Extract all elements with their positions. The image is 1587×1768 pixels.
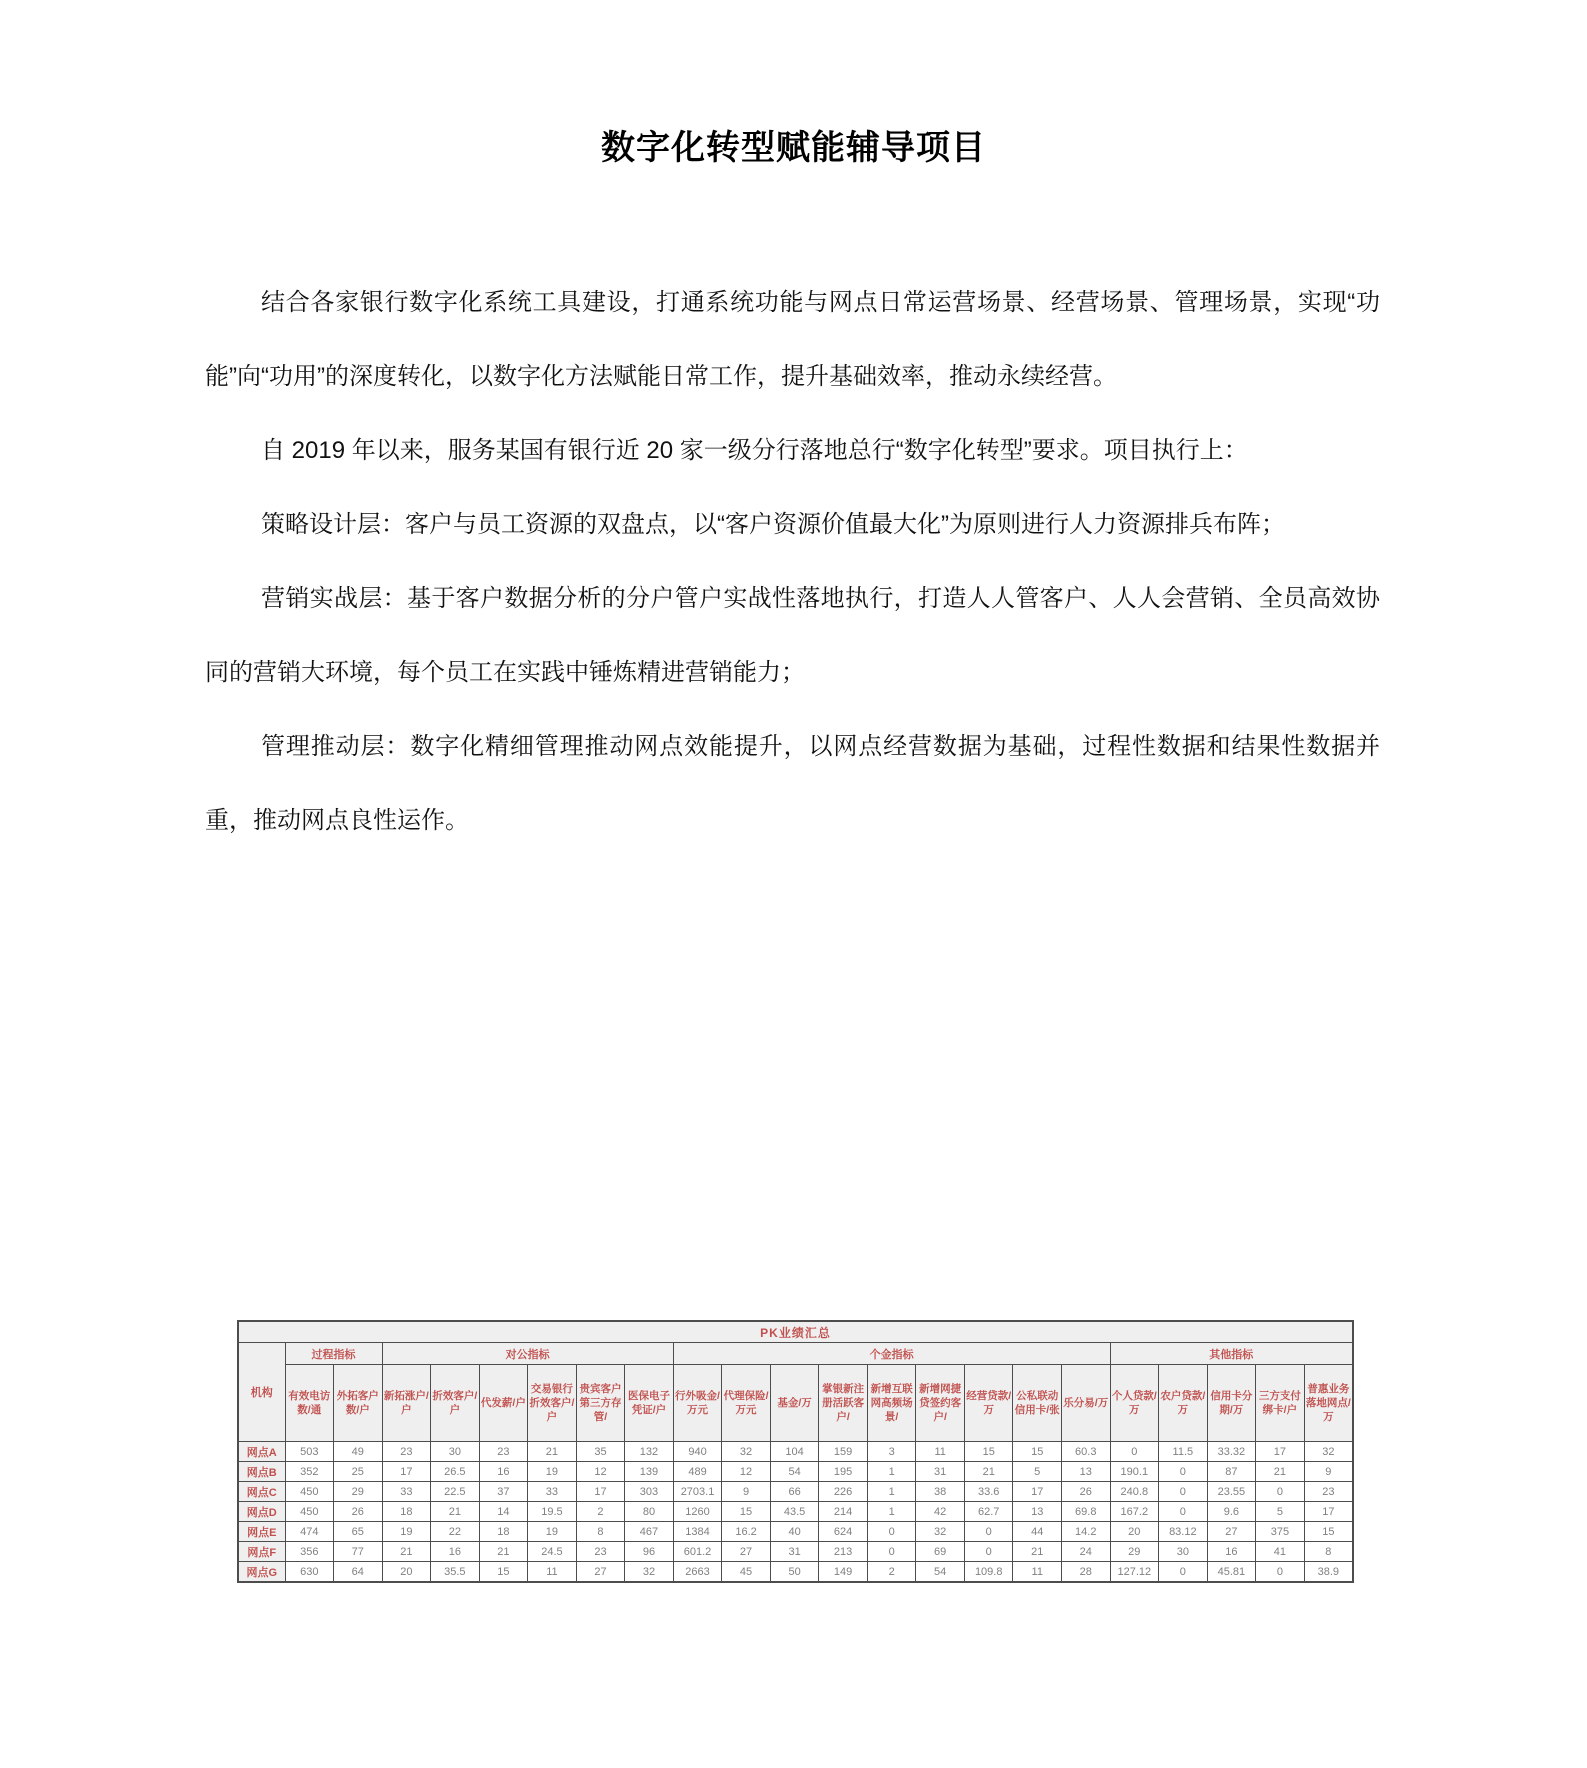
- value-cell: 167.2: [1110, 1502, 1159, 1522]
- value-cell: 14.2: [1062, 1522, 1111, 1542]
- value-cell: 27: [722, 1542, 771, 1562]
- value-cell: 21: [382, 1542, 431, 1562]
- column-header: 公私联动信用卡/张: [1013, 1365, 1062, 1442]
- column-header: 行外吸金/万元: [673, 1365, 722, 1442]
- value-cell: 26.5: [431, 1462, 480, 1482]
- column-header: 新增网捷贷签约客户/: [916, 1365, 965, 1442]
- value-cell: 109.8: [964, 1562, 1013, 1583]
- value-cell: 83.12: [1159, 1522, 1208, 1542]
- value-cell: 19: [382, 1522, 431, 1542]
- value-cell: 41: [1256, 1542, 1305, 1562]
- value-cell: 62.7: [964, 1502, 1013, 1522]
- value-cell: 21: [964, 1462, 1013, 1482]
- value-cell: 27: [576, 1562, 625, 1583]
- value-cell: 11.5: [1159, 1442, 1208, 1462]
- paragraph-intro: 结合各家银行数字化系统工具建设，打通系统功能与网点日常运营场景、经营场景、管理场景，实现“功能”向“功用”的深度转化，以数字化方法赋能日常工作，提升基础效率，推动永续经营。: [205, 289, 1380, 390]
- value-cell: 65: [334, 1522, 383, 1542]
- value-cell: 5: [1256, 1502, 1305, 1522]
- value-cell: 69.8: [1062, 1502, 1111, 1522]
- column-header: 普惠业务落地网点/万: [1304, 1365, 1353, 1442]
- value-cell: 23: [479, 1442, 528, 1462]
- value-cell: 28: [1062, 1562, 1111, 1583]
- value-cell: 66: [770, 1482, 819, 1502]
- value-cell: 940: [673, 1442, 722, 1462]
- value-cell: 159: [819, 1442, 868, 1462]
- value-cell: 0: [1159, 1562, 1208, 1583]
- column-header: 交易银行折效客户/户: [528, 1365, 577, 1442]
- value-cell: 40: [770, 1522, 819, 1542]
- value-cell: 60.3: [1062, 1442, 1111, 1462]
- value-cell: 15: [964, 1442, 1013, 1462]
- value-cell: 80: [625, 1502, 674, 1522]
- value-cell: 15: [1013, 1442, 1062, 1462]
- value-cell: 11: [1013, 1562, 1062, 1583]
- value-cell: 33.32: [1207, 1442, 1256, 1462]
- value-cell: 213: [819, 1542, 868, 1562]
- value-cell: 30: [431, 1442, 480, 1462]
- value-cell: 19.5: [528, 1502, 577, 1522]
- value-cell: 21: [528, 1442, 577, 1462]
- column-header: 折效客户/户: [431, 1365, 480, 1442]
- paragraph-since-2019: 自 2019 年以来，服务某国有银行近 20 家一级分行落地总行“数字化转型”要求。项目执行上：: [261, 437, 1248, 464]
- value-cell: 503: [285, 1442, 334, 1462]
- value-cell: 474: [285, 1522, 334, 1542]
- value-cell: 31: [916, 1462, 965, 1482]
- value-cell: 18: [382, 1502, 431, 1522]
- table-title-row: [238, 1321, 1353, 1343]
- table-row: [238, 1482, 1353, 1502]
- column-header: 信用卡分期/万: [1207, 1365, 1256, 1442]
- column-header: 基金/万: [770, 1365, 819, 1442]
- value-cell: 32: [1304, 1442, 1353, 1462]
- value-cell: 23: [1304, 1482, 1353, 1502]
- value-cell: 64: [334, 1562, 383, 1583]
- value-cell: 17: [576, 1482, 625, 1502]
- value-cell: 26: [1062, 1482, 1111, 1502]
- value-cell: 20: [382, 1562, 431, 1583]
- value-cell: 42: [916, 1502, 965, 1522]
- column-header: 经营贷款/万: [964, 1365, 1013, 1442]
- document-title: 数字化转型赋能辅导项目: [601, 129, 986, 167]
- value-cell: 43.5: [770, 1502, 819, 1522]
- column-header: 个人贷款/万: [1110, 1365, 1159, 1442]
- value-cell: 624: [819, 1522, 868, 1542]
- pk-performance-table: [237, 1320, 1354, 1583]
- value-cell: 24.5: [528, 1542, 577, 1562]
- value-cell: 0: [964, 1522, 1013, 1542]
- value-cell: 69: [916, 1542, 965, 1562]
- value-cell: 29: [334, 1482, 383, 1502]
- value-cell: 23: [382, 1442, 431, 1462]
- value-cell: 489: [673, 1462, 722, 1482]
- group-header: 其他指标: [1110, 1343, 1353, 1365]
- org-cell: 网点B: [238, 1462, 285, 1482]
- value-cell: 33: [528, 1482, 577, 1502]
- value-cell: 0: [867, 1522, 916, 1542]
- value-cell: 0: [1256, 1482, 1305, 1502]
- paragraph-marketing-layer: 营销实战层：基于客户数据分析的分户管户实战性落地执行，打造人人管客户、人人会营销、全员高效协同的营销大环境，每个员工在实践中锤炼精进营销能力；: [205, 585, 1380, 686]
- value-cell: 31: [770, 1542, 819, 1562]
- value-cell: 16: [479, 1462, 528, 1482]
- value-cell: 54: [916, 1562, 965, 1583]
- value-cell: 29: [1110, 1542, 1159, 1562]
- value-cell: 5: [1013, 1462, 1062, 1482]
- org-cell: 网点E: [238, 1522, 285, 1542]
- value-cell: 17: [1304, 1502, 1353, 1522]
- group-header: 个金指标: [673, 1343, 1110, 1365]
- value-cell: 0: [867, 1542, 916, 1562]
- value-cell: 12: [722, 1462, 771, 1482]
- value-cell: 1: [867, 1502, 916, 1522]
- value-cell: 127.12: [1110, 1562, 1159, 1583]
- value-cell: 20: [1110, 1522, 1159, 1542]
- value-cell: 2663: [673, 1562, 722, 1583]
- column-header: 乐分易/万: [1062, 1365, 1111, 1442]
- value-cell: 0: [1159, 1502, 1208, 1522]
- value-cell: 26: [334, 1502, 383, 1522]
- column-header-row: [238, 1365, 1353, 1442]
- value-cell: 12: [576, 1462, 625, 1482]
- value-cell: 33.6: [964, 1482, 1013, 1502]
- column-header: 代发薪/户: [479, 1365, 528, 1442]
- column-header: 三方支付绑卡/户: [1256, 1365, 1305, 1442]
- value-cell: 132: [625, 1442, 674, 1462]
- value-cell: 50: [770, 1562, 819, 1583]
- value-cell: 375: [1256, 1522, 1305, 1542]
- value-cell: 30: [1159, 1542, 1208, 1562]
- value-cell: 601.2: [673, 1542, 722, 1562]
- value-cell: 87: [1207, 1462, 1256, 1482]
- value-cell: 9.6: [1207, 1502, 1256, 1522]
- value-cell: 45.81: [1207, 1562, 1256, 1583]
- value-cell: 356: [285, 1542, 334, 1562]
- org-cell: 网点C: [238, 1482, 285, 1502]
- value-cell: 240.8: [1110, 1482, 1159, 1502]
- value-cell: 35: [576, 1442, 625, 1462]
- column-header: 新拓涨户/户: [382, 1365, 431, 1442]
- column-header: 掌银新注册活跃客户/: [819, 1365, 868, 1442]
- value-cell: 450: [285, 1502, 334, 1522]
- value-cell: 49: [334, 1442, 383, 1462]
- value-cell: 0: [1256, 1562, 1305, 1583]
- paragraph-strategy-layer: 策略设计层：客户与员工资源的双盘点，以“客户资源价值最大化”为原则进行人力资源排兵布阵；: [261, 511, 1285, 538]
- value-cell: 19: [528, 1522, 577, 1542]
- value-cell: 0: [1110, 1442, 1159, 1462]
- value-cell: 149: [819, 1562, 868, 1583]
- value-cell: 11: [916, 1442, 965, 1462]
- value-cell: 15: [479, 1562, 528, 1583]
- value-cell: 24: [1062, 1542, 1111, 1562]
- value-cell: 44: [1013, 1522, 1062, 1542]
- value-cell: 23: [576, 1542, 625, 1562]
- org-cell: 网点D: [238, 1502, 285, 1522]
- value-cell: 0: [1159, 1482, 1208, 1502]
- value-cell: 21: [1256, 1462, 1305, 1482]
- value-cell: 1260: [673, 1502, 722, 1522]
- value-cell: 17: [1256, 1442, 1305, 1462]
- column-header: 贵宾客户第三方存管/: [576, 1365, 625, 1442]
- value-cell: 11: [528, 1562, 577, 1583]
- value-cell: 2703.1: [673, 1482, 722, 1502]
- value-cell: 139: [625, 1462, 674, 1482]
- value-cell: 22: [431, 1522, 480, 1542]
- value-cell: 1: [867, 1462, 916, 1482]
- org-cell: 网点A: [238, 1442, 285, 1462]
- value-cell: 195: [819, 1462, 868, 1482]
- value-cell: 27: [1207, 1522, 1256, 1542]
- value-cell: 0: [964, 1542, 1013, 1562]
- value-cell: 630: [285, 1562, 334, 1583]
- value-cell: 96: [625, 1542, 674, 1562]
- value-cell: 19: [528, 1462, 577, 1482]
- org-cell: 网点F: [238, 1542, 285, 1562]
- value-cell: 3: [867, 1442, 916, 1462]
- value-cell: 23.55: [1207, 1482, 1256, 1502]
- table-title: PK业绩汇总: [238, 1321, 1353, 1343]
- value-cell: 190.1: [1110, 1462, 1159, 1482]
- value-cell: 38: [916, 1482, 965, 1502]
- column-header: 农户贷款/万: [1159, 1365, 1208, 1442]
- value-cell: 32: [916, 1522, 965, 1542]
- value-cell: 0: [1159, 1462, 1208, 1482]
- table-row: [238, 1542, 1353, 1562]
- group-header: 过程指标: [285, 1343, 382, 1365]
- value-cell: 37: [479, 1482, 528, 1502]
- table-row: [238, 1502, 1353, 1522]
- performance-table-container: [237, 1320, 1354, 1583]
- value-cell: 1384: [673, 1522, 722, 1542]
- value-cell: 22.5: [431, 1482, 480, 1502]
- table-row: [238, 1562, 1353, 1583]
- value-cell: 32: [625, 1562, 674, 1583]
- value-cell: 467: [625, 1522, 674, 1542]
- column-header: 有效电访数/通: [285, 1365, 334, 1442]
- value-cell: 38.9: [1304, 1562, 1353, 1583]
- value-cell: 9: [722, 1482, 771, 1502]
- value-cell: 13: [1013, 1502, 1062, 1522]
- table-row: [238, 1442, 1353, 1462]
- value-cell: 2: [576, 1502, 625, 1522]
- value-cell: 2: [867, 1562, 916, 1583]
- column-header: 代理保险/万元: [722, 1365, 771, 1442]
- column-header: 外拓客户数/户: [334, 1365, 383, 1442]
- value-cell: 17: [1013, 1482, 1062, 1502]
- value-cell: 14: [479, 1502, 528, 1522]
- value-cell: 18: [479, 1522, 528, 1542]
- value-cell: 35.5: [431, 1562, 480, 1583]
- value-cell: 16.2: [722, 1522, 771, 1542]
- value-cell: 32: [722, 1442, 771, 1462]
- value-cell: 25: [334, 1462, 383, 1482]
- value-cell: 33: [382, 1482, 431, 1502]
- table-row: [238, 1522, 1353, 1542]
- value-cell: 8: [1304, 1542, 1353, 1562]
- column-header: 新增互联网高频场景/: [867, 1365, 916, 1442]
- paragraph-management-layer: 管理推动层：数字化精细管理推动网点效能提升，以网点经营数据为基础，过程性数据和结果性数据并重，推动网点良性运作。: [205, 733, 1380, 834]
- value-cell: 15: [1304, 1522, 1353, 1542]
- value-cell: 13: [1062, 1462, 1111, 1482]
- org-cell: 网点G: [238, 1562, 285, 1583]
- value-cell: 104: [770, 1442, 819, 1462]
- value-cell: 16: [1207, 1542, 1256, 1562]
- value-cell: 8: [576, 1522, 625, 1542]
- value-cell: 21: [479, 1542, 528, 1562]
- group-header: 对公指标: [382, 1343, 673, 1365]
- table-row: [238, 1462, 1353, 1482]
- org-column-header: 机构: [238, 1343, 285, 1442]
- value-cell: 21: [1013, 1542, 1062, 1562]
- value-cell: 450: [285, 1482, 334, 1502]
- value-cell: 214: [819, 1502, 868, 1522]
- value-cell: 21: [431, 1502, 480, 1522]
- column-header: 医保电子凭证/户: [625, 1365, 674, 1442]
- value-cell: 15: [722, 1502, 771, 1522]
- document-body: [205, 266, 1380, 858]
- value-cell: 77: [334, 1542, 383, 1562]
- value-cell: 303: [625, 1482, 674, 1502]
- value-cell: 352: [285, 1462, 334, 1482]
- value-cell: 17: [382, 1462, 431, 1482]
- value-cell: 9: [1304, 1462, 1353, 1482]
- value-cell: 16: [431, 1542, 480, 1562]
- value-cell: 226: [819, 1482, 868, 1502]
- value-cell: 45: [722, 1562, 771, 1583]
- group-header-row: [238, 1343, 1353, 1365]
- value-cell: 1: [867, 1482, 916, 1502]
- value-cell: 54: [770, 1462, 819, 1482]
